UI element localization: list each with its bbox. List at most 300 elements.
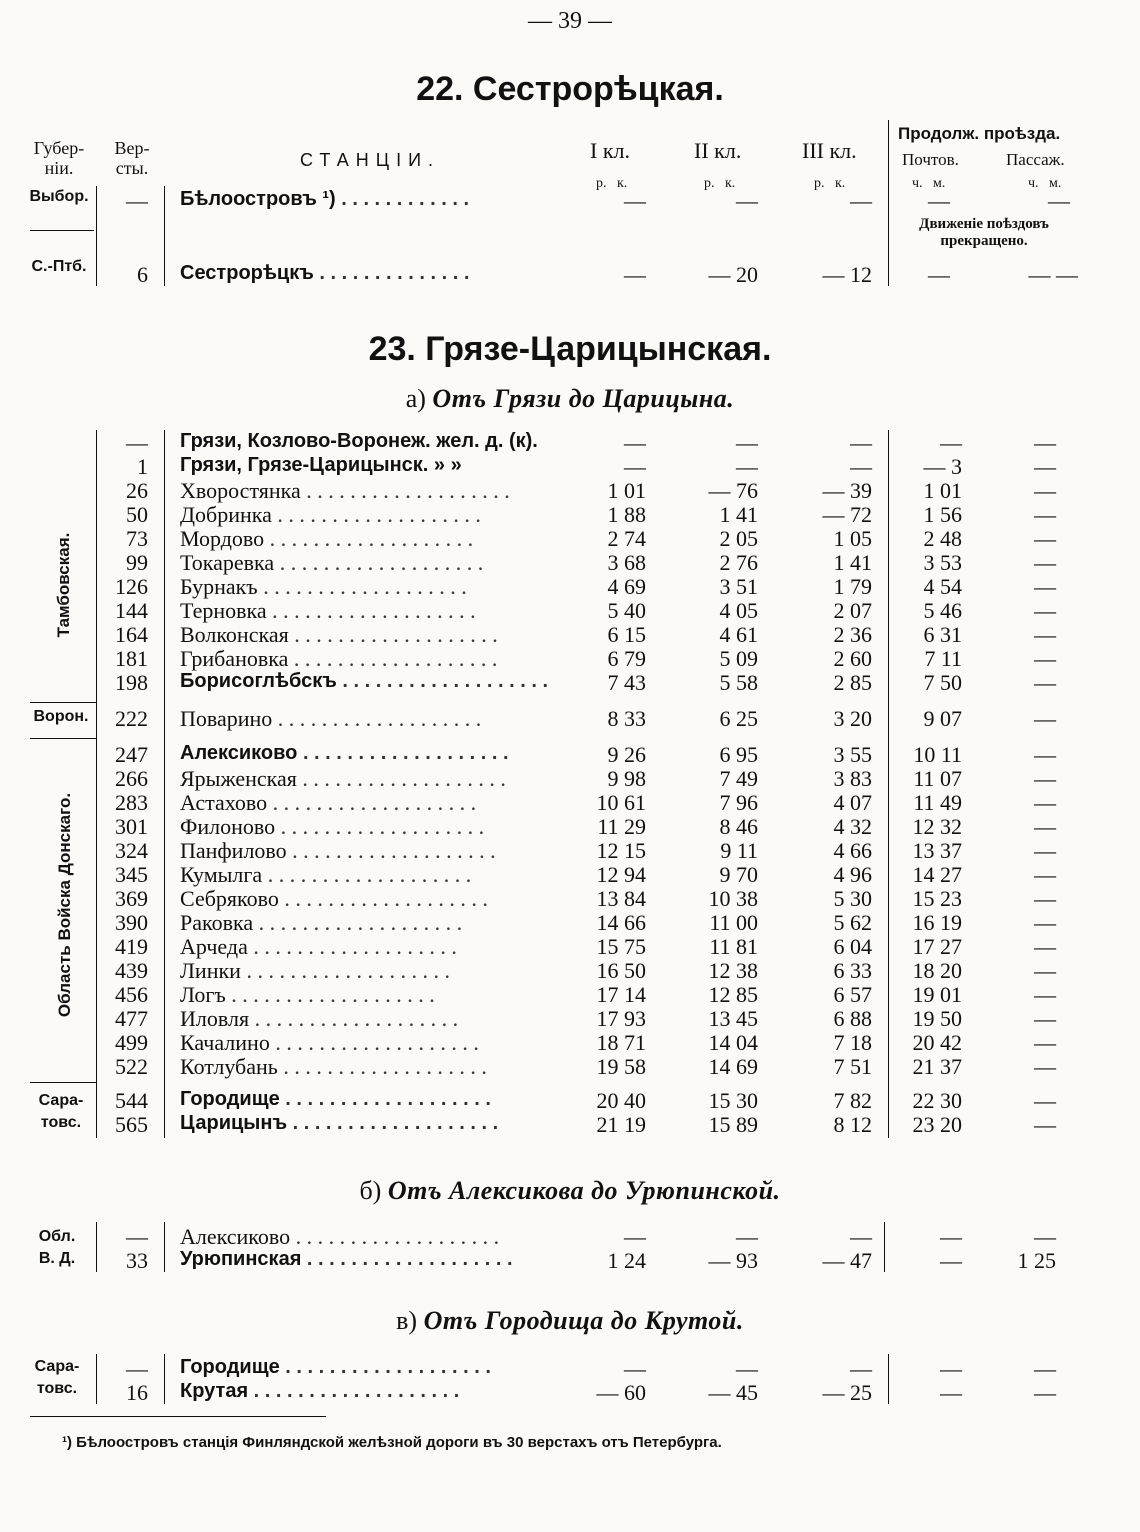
station-name: Мордово xyxy=(180,526,265,551)
table-row xyxy=(0,838,1140,862)
duration-passenger: — xyxy=(1034,1030,1056,1055)
duration-postal: 7 50 xyxy=(923,670,962,695)
price-class-3: 5 30 xyxy=(833,886,872,911)
price-class-3: 7 18 xyxy=(833,1030,872,1055)
duration-passenger: — xyxy=(1034,1006,1056,1031)
price-class-2: 6 95 xyxy=(719,742,758,767)
station-cell: Ярыженская . . . . . . . . . . . . . . . . . . . xyxy=(180,766,506,791)
divider xyxy=(96,430,97,1138)
duration-passenger: — xyxy=(1034,958,1056,983)
price-class-2: 15 30 xyxy=(708,1088,758,1113)
table-row xyxy=(0,958,1140,982)
price-class-2: 1 41 xyxy=(719,502,758,527)
price-class-3: — xyxy=(850,1224,872,1249)
footnote-rule xyxy=(30,1416,326,1417)
station-cell: Бѣлоостровъ ¹) . . . . . . . . . . . . xyxy=(180,188,470,210)
table-row xyxy=(0,670,1140,694)
station-name: Алексиково xyxy=(180,742,298,764)
divider xyxy=(888,120,889,286)
price-class-3: 2 36 xyxy=(833,622,872,647)
province-spb: С.-Птб. xyxy=(31,258,87,275)
duration-postal: 21 37 xyxy=(912,1054,962,1079)
price-class-2: — 76 xyxy=(708,478,758,503)
header-stations: СТАНЦІИ. xyxy=(300,150,441,170)
versts-cell: 1 xyxy=(137,454,148,479)
duration-postal: 3 53 xyxy=(923,550,962,575)
duration-postal: 14 27 xyxy=(912,862,962,887)
price-class-3: — 39 xyxy=(822,478,872,503)
duration-postal: — 3 xyxy=(923,454,962,479)
duration-postal: — xyxy=(940,1356,962,1381)
price-class-2: — 93 xyxy=(708,1248,758,1273)
station-cell: Терновка . . . . . . . . . . . . . . . . . . . xyxy=(180,598,476,623)
station-name: Котлубань xyxy=(180,1054,278,1079)
table-row xyxy=(0,478,1140,502)
duration-passenger: — xyxy=(1034,1224,1056,1249)
versts-cell: 33 xyxy=(126,1248,148,1273)
table-row xyxy=(0,1248,1140,1272)
province-voronezh: Ворон. xyxy=(33,708,89,725)
price-class-2: 13 45 xyxy=(708,1006,758,1031)
station-cell: Кумылга . . . . . . . . . . . . . . . . . . . xyxy=(180,862,472,887)
price-class-3: 1 05 xyxy=(833,526,872,551)
note-traffic-stopped: Движеніе поѣздовъ прекращено. xyxy=(919,216,1049,249)
price-class-2: 2 76 xyxy=(719,550,758,575)
divider xyxy=(30,738,96,739)
station-name: Качалино xyxy=(180,1030,270,1055)
versts-cell: 390 xyxy=(115,910,148,935)
table-row xyxy=(0,526,1140,550)
versts-cell: 247 xyxy=(115,742,148,767)
price-class-3: 7 82 xyxy=(833,1088,872,1113)
duration-passenger: 1 25 xyxy=(1017,1248,1056,1273)
table-row xyxy=(0,1054,1140,1078)
price-class-1: — xyxy=(624,1224,646,1249)
price-class-3: 1 79 xyxy=(833,574,872,599)
header-postal: Почтов. xyxy=(902,150,959,169)
duration-postal: 19 01 xyxy=(912,982,962,1007)
station-name: Борисоглѣбскъ xyxy=(180,670,337,692)
price-class-1: 13 84 xyxy=(596,886,646,911)
table-row xyxy=(0,814,1140,838)
divider xyxy=(164,1354,165,1404)
versts-cell: 544 xyxy=(115,1088,148,1113)
station-name: Токаревка xyxy=(180,550,275,575)
price-class-2: 11 00 xyxy=(709,910,758,935)
duration-postal: — xyxy=(940,1248,962,1273)
price-class-2: 12 38 xyxy=(708,958,758,983)
versts-cell: 164 xyxy=(115,622,148,647)
duration-passenger: — xyxy=(1034,622,1056,647)
station-name: Городище xyxy=(180,1356,280,1378)
price-class-2: 3 51 xyxy=(719,574,758,599)
station-name: Грязи, Козлово-Воронеж. жел. д. (к). xyxy=(180,430,538,452)
station-name: Панфилово xyxy=(180,838,287,863)
price-class-1: 5 40 xyxy=(607,598,646,623)
station-name: Бурнакъ xyxy=(180,574,258,599)
duration-postal: 2 48 xyxy=(923,526,962,551)
subsection-c-title: в) Отъ Городища до Крутой. xyxy=(396,1306,744,1335)
station-cell: Алексиково . . . . . . . . . . . . . . . . . . . xyxy=(180,1224,500,1249)
header-chm-1: ч. м. xyxy=(912,176,946,191)
duration-postal: 22 30 xyxy=(912,1088,962,1113)
station-cell: Иловля . . . . . . . . . . . . . . . . . . . xyxy=(180,1006,459,1031)
duration-passenger: — xyxy=(1034,706,1056,731)
duration-postal: 23 20 xyxy=(912,1112,962,1137)
versts-cell: 283 xyxy=(115,790,148,815)
table-row xyxy=(0,862,1140,886)
header-rk-3: р. к. xyxy=(814,176,846,191)
station-cell: Городище . . . . . . . . . . . . . . . . . . . xyxy=(180,1088,491,1110)
versts-cell: — xyxy=(126,1224,148,1249)
price-class-3: 4 32 xyxy=(833,814,872,839)
price-class-2: — xyxy=(736,1356,758,1381)
table-row xyxy=(0,1006,1140,1030)
station-cell: Борисоглѣбскъ . . . . . . . . . . . . . . . . . . . xyxy=(180,670,548,692)
versts-cell: 198 xyxy=(115,670,148,695)
price-class-3: 3 55 xyxy=(833,742,872,767)
duration-passenger: — xyxy=(1034,430,1056,455)
price-class-2: 15 89 xyxy=(708,1112,758,1137)
divider xyxy=(164,186,165,286)
price-class-1: 1 88 xyxy=(607,502,646,527)
price-class-1: — 60 xyxy=(596,1380,646,1405)
duration-postal: 17 27 xyxy=(912,934,962,959)
price-class-2: 4 61 xyxy=(719,622,758,647)
station-cell xyxy=(180,454,590,477)
duration-passenger: — xyxy=(1034,1380,1056,1405)
price-class-3: 6 04 xyxy=(833,934,872,959)
duration-postal: 1 56 xyxy=(923,502,962,527)
versts-cell: 99 xyxy=(126,550,148,575)
price-class-3: 5 62 xyxy=(833,910,872,935)
price-class-1: 17 93 xyxy=(596,1006,646,1031)
duration-passenger: — xyxy=(1034,742,1056,767)
divider xyxy=(30,230,94,231)
duration-passenger: — xyxy=(1034,766,1056,791)
price-class-1: — xyxy=(624,430,646,455)
table-row xyxy=(0,646,1140,670)
duration-passenger: — xyxy=(1034,886,1056,911)
station-cell: Раковка . . . . . . . . . . . . . . . . . . . xyxy=(180,910,463,935)
divider xyxy=(884,1222,885,1272)
price-class-2: 5 58 xyxy=(719,670,758,695)
duration-passenger: — xyxy=(1034,1112,1056,1137)
divider xyxy=(888,1354,889,1404)
versts-cell: — xyxy=(126,1356,148,1381)
price-class-2: 5 09 xyxy=(719,646,758,671)
table-row xyxy=(0,598,1140,622)
header-chm-2: ч. м. xyxy=(1028,176,1062,191)
price-class-3: — xyxy=(850,1356,872,1381)
station-cell: Хворостянка . . . . . . . . . . . . . . . . . . . xyxy=(180,478,510,503)
price-class-3: 2 07 xyxy=(833,598,872,623)
price-class-2: 6 25 xyxy=(719,706,758,731)
station-cell: Логъ . . . . . . . . . . . . . . . . . . . xyxy=(180,982,435,1007)
price-class-1: 2 74 xyxy=(607,526,646,551)
province-saratov: Сара- товс. xyxy=(38,1092,84,1131)
price-class-1: 6 79 xyxy=(607,646,646,671)
price-class-3: 4 96 xyxy=(833,862,872,887)
versts-cell: 144 xyxy=(115,598,148,623)
price-class-2: 14 04 xyxy=(708,1030,758,1055)
footnote: ¹) Бѣлоостровъ станція Финляндской желѣзной дороги въ 30 верстахъ отъ Петербурга. xyxy=(62,1434,722,1451)
station-name: Добринка xyxy=(180,502,272,527)
station-cell: Себряково . . . . . . . . . . . . . . . . . . . xyxy=(180,886,488,911)
price-class-2: 7 96 xyxy=(719,790,758,815)
province-vyborg: Выбор. xyxy=(29,188,89,205)
table-row xyxy=(0,574,1140,598)
price-class-1: 3 68 xyxy=(607,550,646,575)
price-class-3: — xyxy=(850,454,872,479)
station-name: Кумылга xyxy=(180,862,263,887)
duration-passenger: — xyxy=(1034,478,1056,503)
station-name: Астахово xyxy=(180,790,268,815)
table-row xyxy=(0,1380,1140,1404)
duration-postal: 12 32 xyxy=(912,814,962,839)
price-class-1: 1 24 xyxy=(607,1248,646,1273)
station-cell: Астахово . . . . . . . . . . . . . . . . . . . xyxy=(180,790,477,815)
versts-cell: 477 xyxy=(115,1006,148,1031)
duration-passenger: — xyxy=(1034,454,1056,479)
divider xyxy=(96,186,97,286)
station-cell: Грибановка . . . . . . . . . . . . . . . . . . . xyxy=(180,646,498,671)
subsection-a-title: а) Отъ Грязи до Царицына. xyxy=(405,384,735,413)
station-name: Хворостянка xyxy=(180,478,301,503)
table-row xyxy=(0,910,1140,934)
station-cell: Поварино . . . . . . . . . . . . . . . . . . . xyxy=(180,706,482,731)
table-row xyxy=(0,790,1140,814)
versts-cell: 439 xyxy=(115,958,148,983)
table-row xyxy=(0,430,1140,454)
divider xyxy=(96,1354,97,1404)
versts-cell: 369 xyxy=(115,886,148,911)
price-class-3: 8 12 xyxy=(833,1112,872,1137)
header-rk-1: р. к. xyxy=(596,176,628,191)
versts-cell: 419 xyxy=(115,934,148,959)
table-row xyxy=(0,1112,1140,1136)
price-class-2: — xyxy=(736,454,758,479)
table-row xyxy=(0,454,1140,478)
station-cell: Крутая . . . . . . . . . . . . . . . . . . . xyxy=(180,1380,460,1402)
price-class-1: 9 26 xyxy=(607,742,646,767)
duration-postal: 15 23 xyxy=(912,886,962,911)
station-name: Грязи, Грязе-Царицынск. » » xyxy=(180,454,462,476)
station-name: Иловля xyxy=(180,1006,250,1031)
table-row xyxy=(0,1224,1140,1248)
price-class-1: 14 66 xyxy=(596,910,646,935)
table-row xyxy=(0,550,1140,574)
duration-postal: 13 37 xyxy=(912,838,962,863)
price-class-1: 10 61 xyxy=(596,790,646,815)
station-name: Арчеда xyxy=(180,934,248,959)
header-class-3: III кл. xyxy=(802,138,857,163)
versts-cell: 16 xyxy=(126,1380,148,1405)
versts-cell: 324 xyxy=(115,838,148,863)
station-cell: Мордово . . . . . . . . . . . . . . . . . . . xyxy=(180,526,474,551)
divider xyxy=(30,702,96,703)
price-class-1: 16 50 xyxy=(596,958,646,983)
station-cell: Котлубань . . . . . . . . . . . . . . . . . . . xyxy=(180,1054,487,1079)
duration-postal: 11 07 xyxy=(913,766,962,791)
station-cell: Линки . . . . . . . . . . . . . . . . . . . xyxy=(180,958,450,983)
divider xyxy=(164,1222,165,1272)
price-class-3: 1 41 xyxy=(833,550,872,575)
station-cell: Филоново . . . . . . . . . . . . . . . . . . . xyxy=(180,814,485,839)
province-saratov-c: Сара- товс. xyxy=(34,1358,80,1397)
duration-postal: 16 19 xyxy=(912,910,962,935)
price-class-1: 17 14 xyxy=(596,982,646,1007)
price-class-1: 19 58 xyxy=(596,1054,646,1079)
duration-passenger: — xyxy=(1034,646,1056,671)
header-gubernii: Губер- ніи. xyxy=(33,138,85,178)
station-name: Ярыженская xyxy=(180,766,297,791)
duration-passenger: — xyxy=(1034,838,1056,863)
price-class-2: 14 69 xyxy=(708,1054,758,1079)
duration-postal: 5 46 xyxy=(923,598,962,623)
versts-cell: 565 xyxy=(115,1112,148,1137)
duration-postal: 4 54 xyxy=(923,574,962,599)
station-cell: Царицынъ . . . . . . . . . . . . . . . . . . . xyxy=(180,1112,499,1134)
duration-passenger: — xyxy=(1034,910,1056,935)
versts-cell: 266 xyxy=(115,766,148,791)
station-cell xyxy=(180,430,590,453)
duration-passenger: — xyxy=(1034,1054,1056,1079)
duration-postal: 20 42 xyxy=(912,1030,962,1055)
price-class-3: 2 60 xyxy=(833,646,872,671)
divider xyxy=(164,430,165,1138)
price-class-1: 8 33 xyxy=(607,706,646,731)
divider xyxy=(30,1082,96,1083)
price-class-3: 4 66 xyxy=(833,838,872,863)
duration-postal: 9 07 xyxy=(923,706,962,731)
station-cell: Добринка . . . . . . . . . . . . . . . . . . . xyxy=(180,502,481,527)
duration-postal: 10 11 xyxy=(913,742,962,767)
price-class-2: 2 05 xyxy=(719,526,758,551)
station-name: Линки xyxy=(180,958,241,983)
table-row xyxy=(0,742,1140,766)
price-class-3: — 47 xyxy=(822,1248,872,1273)
price-class-1: 4 69 xyxy=(607,574,646,599)
station-name: Поварино xyxy=(180,706,273,731)
header-duration: Продолж. проѣзда. xyxy=(898,124,1061,143)
versts-cell: 456 xyxy=(115,982,148,1007)
duration-passenger: — xyxy=(1034,550,1056,575)
duration-postal: 19 50 xyxy=(912,1006,962,1031)
table-row xyxy=(0,1030,1140,1054)
price-class-2: 10 38 xyxy=(708,886,758,911)
station-name: Волконская xyxy=(180,622,289,647)
price-class-3: — 72 xyxy=(822,502,872,527)
duration-passenger: — xyxy=(1034,1088,1056,1113)
station-cell: Сестрорѣцкъ . . . . . . . . . . . . . . xyxy=(180,262,470,284)
duration-postal: 1 01 xyxy=(923,478,962,503)
station-name: Раковка xyxy=(180,910,254,935)
station-name: Царицынъ xyxy=(180,1112,288,1134)
station-name: Филоново xyxy=(180,814,276,839)
price-class-2: — 45 xyxy=(708,1380,758,1405)
duration-passenger: — xyxy=(1034,502,1056,527)
station-cell: Бурнакъ . . . . . . . . . . . . . . . . . . . xyxy=(180,574,467,599)
station-cell: Городище . . . . . . . . . . . . . . . . . . . xyxy=(180,1356,491,1378)
price-class-1: 1 01 xyxy=(607,478,646,503)
versts-cell: 73 xyxy=(126,526,148,551)
header-class-1: I кл. xyxy=(590,138,630,163)
station-cell: Алексиково . . . . . . . . . . . . . . . . . . . xyxy=(180,742,509,764)
section-22-title: 22. Сестрорѣцкая. xyxy=(416,70,724,108)
province-tambov: Тамбовская. xyxy=(54,532,73,638)
duration-postal: — xyxy=(940,430,962,455)
table-row xyxy=(0,766,1140,790)
price-class-2: 12 85 xyxy=(708,982,758,1007)
price-class-1: 11 29 xyxy=(597,814,646,839)
duration-passenger: — xyxy=(1034,670,1056,695)
station-name: Алексиково xyxy=(180,1224,291,1249)
versts-cell: 222 xyxy=(115,706,148,731)
header-versty: Вер- сты. xyxy=(114,138,150,178)
versts-cell: 345 xyxy=(115,862,148,887)
price-class-3: 4 07 xyxy=(833,790,872,815)
versts-cell: 181 xyxy=(115,646,148,671)
price-class-2: 8 46 xyxy=(719,814,758,839)
section-23-title: 23. Грязе-Царицынская. xyxy=(368,330,772,368)
duration-postal: 7 11 xyxy=(924,646,962,671)
duration-passenger: — xyxy=(1034,982,1056,1007)
duration-passenger: — xyxy=(1034,526,1056,551)
station-cell: Волконская . . . . . . . . . . . . . . . . . . . xyxy=(180,622,498,647)
duration-passenger: — xyxy=(1034,790,1056,815)
duration-postal: 6 31 xyxy=(923,622,962,647)
price-class-2: 11 81 xyxy=(709,934,758,959)
table-row xyxy=(0,706,1140,730)
station-cell: Урюпинская . . . . . . . . . . . . . . . . . . . xyxy=(180,1248,513,1270)
versts-cell: 126 xyxy=(115,574,148,599)
province-don: Область Войска Донскаго. xyxy=(55,792,74,1018)
duration-passenger: — xyxy=(1034,862,1056,887)
price-class-1: 7 43 xyxy=(607,670,646,695)
station-cell: Панфилово . . . . . . . . . . . . . . . . . . . xyxy=(180,838,496,863)
duration-passenger: — xyxy=(1034,1356,1056,1381)
station-cell: Качалино . . . . . . . . . . . . . . . . . . . xyxy=(180,1030,479,1055)
table-row xyxy=(0,886,1140,910)
duration-postal: — xyxy=(940,1224,962,1249)
price-class-3: 6 88 xyxy=(833,1006,872,1031)
station-name: Городище xyxy=(180,1088,280,1110)
price-class-3: — xyxy=(850,430,872,455)
station-name: Терновка xyxy=(180,598,267,623)
price-class-2: — xyxy=(736,1224,758,1249)
price-class-3: 2 85 xyxy=(833,670,872,695)
table-row xyxy=(0,502,1140,526)
price-class-3: 7 51 xyxy=(833,1054,872,1079)
price-class-3: — 25 xyxy=(822,1380,872,1405)
duration-postal: — xyxy=(940,1380,962,1405)
price-class-2: 9 11 xyxy=(720,838,758,863)
price-class-2: — xyxy=(736,430,758,455)
price-class-1: 6 15 xyxy=(607,622,646,647)
price-class-1: 20 40 xyxy=(596,1088,646,1113)
price-class-3: 6 57 xyxy=(833,982,872,1007)
price-class-1: 12 94 xyxy=(596,862,646,887)
station-name: Грибановка xyxy=(180,646,289,671)
price-class-2: 4 05 xyxy=(719,598,758,623)
versts-cell: 50 xyxy=(126,502,148,527)
price-class-2: 9 70 xyxy=(719,862,758,887)
versts-cell: 499 xyxy=(115,1030,148,1055)
station-name: Крутая xyxy=(180,1380,249,1402)
header-passenger: Пассаж. xyxy=(1006,150,1065,169)
price-class-3: 3 20 xyxy=(833,706,872,731)
